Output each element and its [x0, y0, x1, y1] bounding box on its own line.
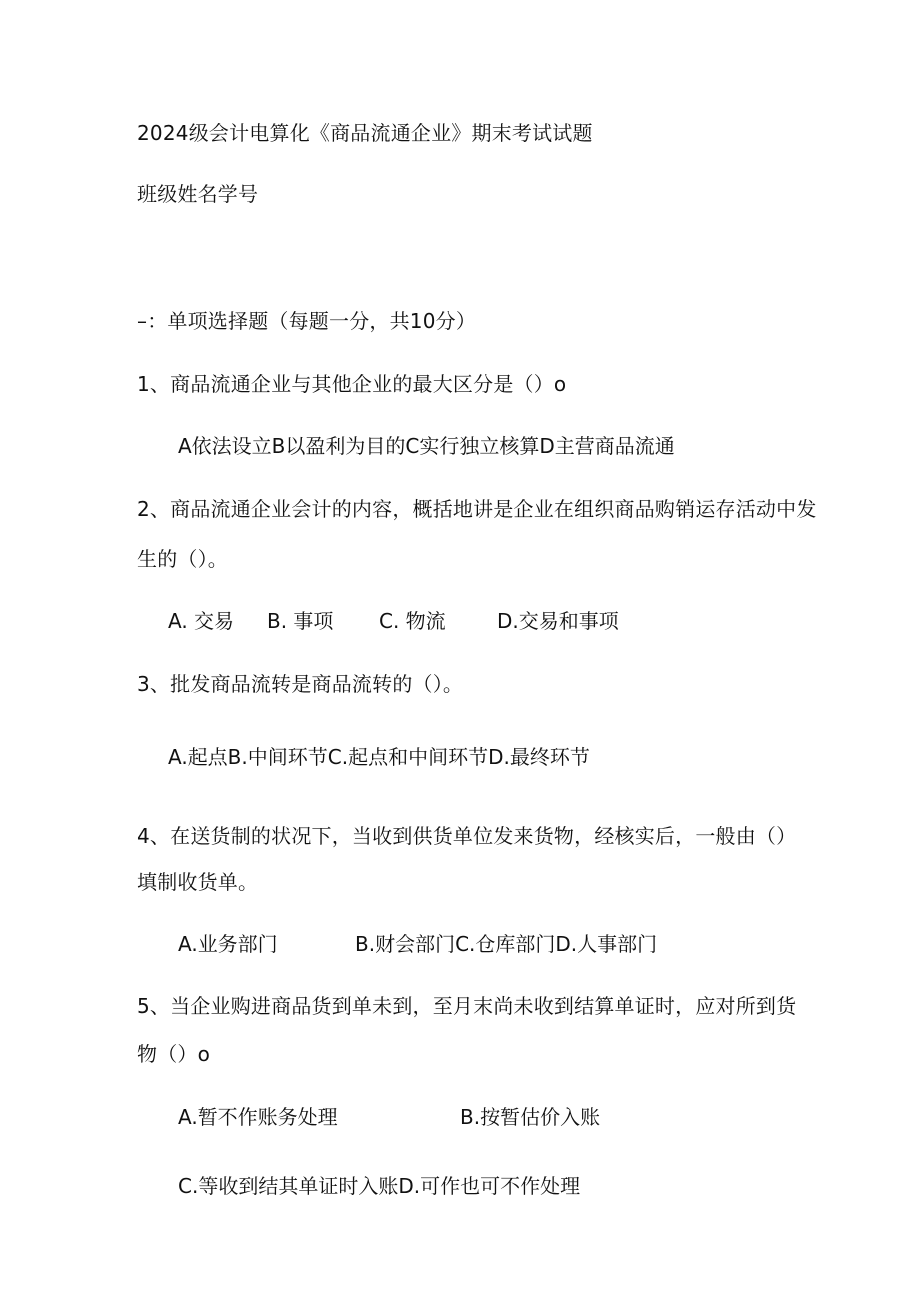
question-4-text-line-2: 填制收货单。: [137, 870, 259, 894]
question-2-option-b: B. 事项: [267, 609, 334, 633]
question-4-option-a: A.业务部门: [178, 932, 278, 956]
student-info-line: 班级姓名学号: [137, 182, 259, 206]
question-2-option-a: A. 交易: [168, 609, 235, 633]
question-4-options-bcd: B.财会部门C.仓库部门D.人事部门: [355, 932, 658, 956]
question-2-option-d: D.交易和事项: [497, 609, 619, 633]
question-3-options: A.起点B.中间环节C.起点和中间环节D.最终环节: [168, 745, 590, 769]
question-5-option-b: B.按暂估价入账: [460, 1105, 601, 1129]
question-1-text: 1、商品流通企业与其他企业的最大区分是（）o: [137, 372, 567, 396]
question-2-text-line-1: 2、商品流通企业会计的内容，概括地讲是企业在组织商品购销运存活动中发: [137, 497, 817, 521]
exam-title: 2024级会计电算化《商品流通企业》期末考试试题: [137, 121, 593, 145]
question-1-options: A依法设立B以盈利为目的C实行独立核算D主营商品流通: [178, 434, 675, 458]
question-3-text: 3、批发商品流转是商品流转的（）。: [137, 672, 464, 696]
question-2-option-c: C. 物流: [379, 609, 446, 633]
question-5-option-a: A.暂不作账务处理: [178, 1105, 338, 1129]
question-5-options-cd: C.等收到结其单证时入账D.可作也可不作处理: [178, 1174, 581, 1198]
question-4-text-line-1: 4、在送货制的状况下，当收到供货单位发来货物，经核实后，一般由（）: [137, 824, 797, 848]
section-heading: –：单项选择题（每题一分，共10分）: [137, 309, 477, 333]
question-2-text-line-2: 生的（）。: [137, 547, 228, 571]
question-5-text-line-1: 5、当企业购进商品货到单未到，至月末尚未收到结算单证时，应对所到货: [137, 994, 797, 1018]
question-5-text-line-2: 物（）o: [137, 1042, 211, 1066]
